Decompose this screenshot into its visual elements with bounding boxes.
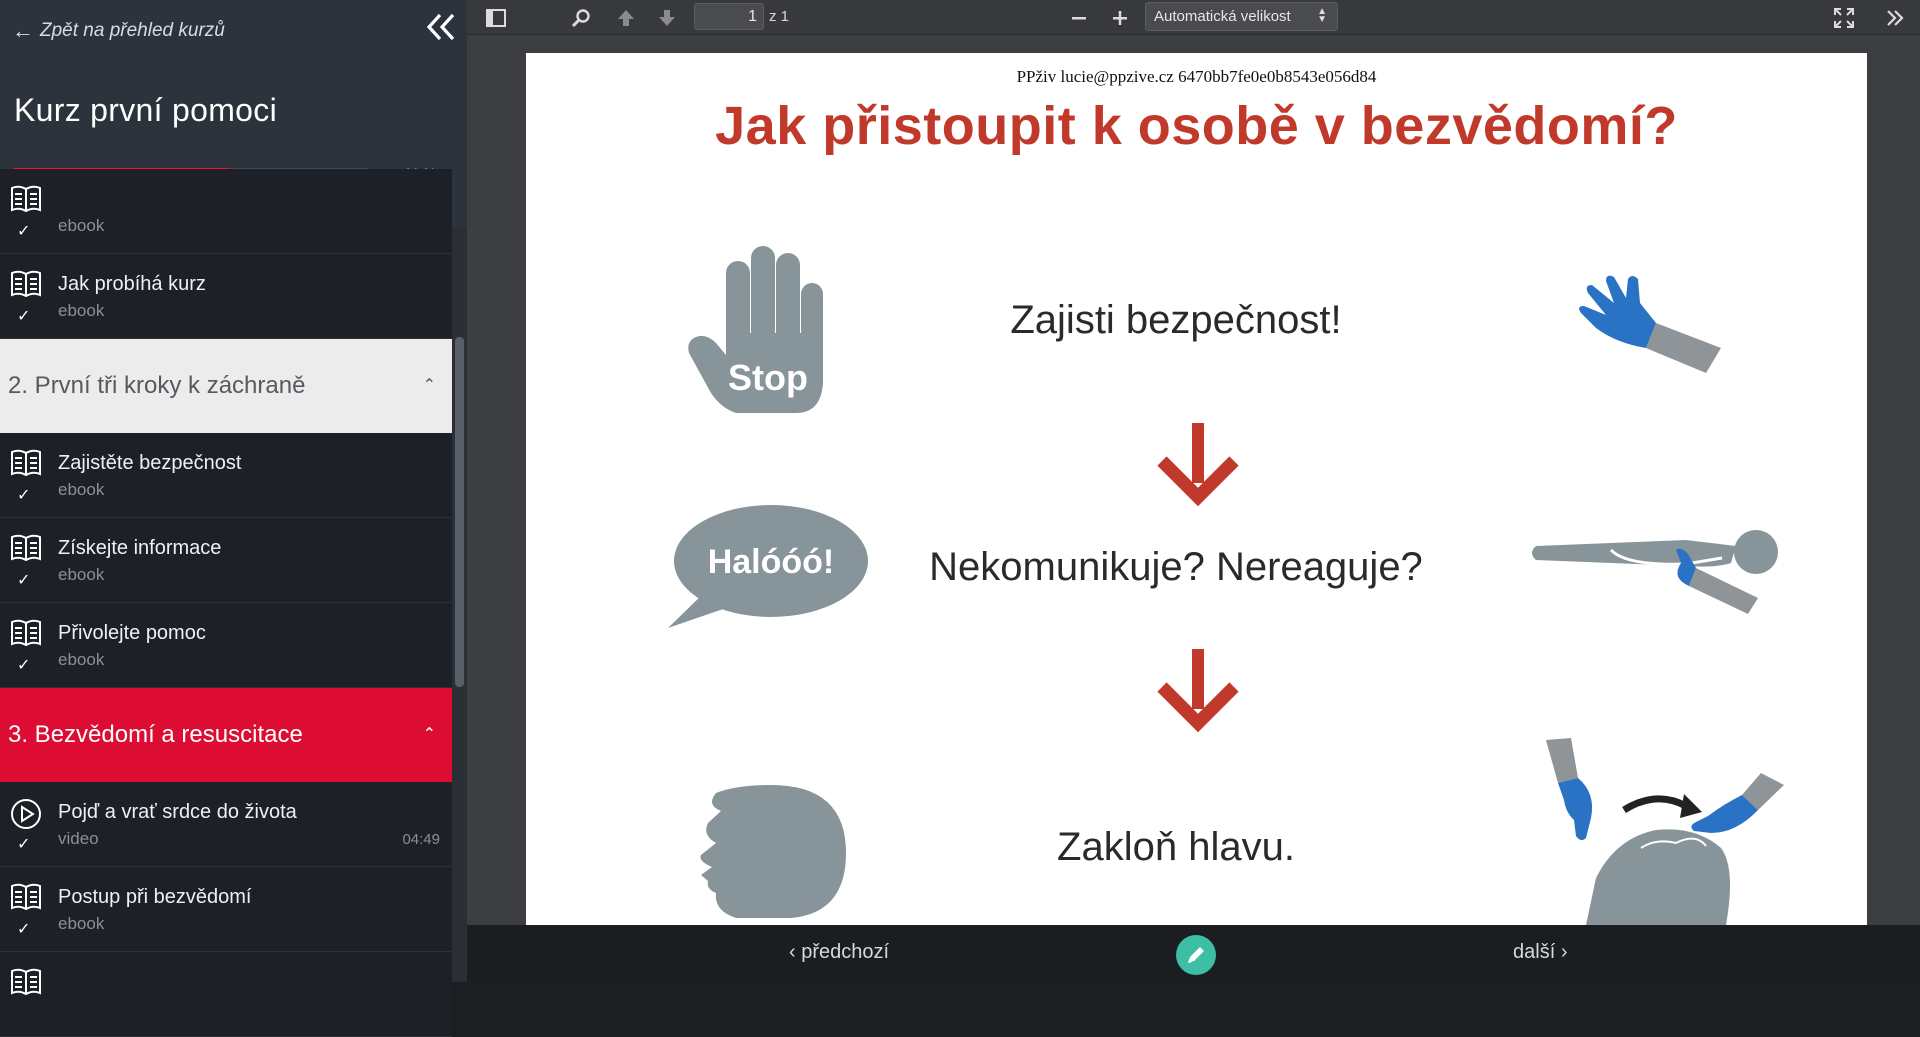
book-icon [10,185,42,213]
sidebar-lesson[interactable] [0,518,452,603]
lesson-navigation-bar [467,925,1920,982]
collapse-sidebar-button[interactable] [424,10,458,44]
page-heading: Jak přistoupit k osobě v bezvědomí? [715,96,1678,156]
lesson-title: Zajistěte bezpečnost [58,452,242,474]
fullscreen-icon [1833,7,1855,29]
next-lesson-button[interactable] [1513,941,1567,964]
chevron-left-icon: ‹ [789,941,796,963]
presentation-mode-button[interactable] [1830,4,1858,32]
minus-icon [1070,9,1088,27]
sidebar-scroll-thumb[interactable] [455,337,464,687]
lesson-type: ebook [58,301,105,320]
lesson-title: Pojď a vrať srdce do života [58,801,297,823]
book-icon [10,968,42,996]
zoom-in-button[interactable] [1106,4,1134,32]
lesson-type: video [58,829,99,848]
back-link-label: Zpět na přehled kurzů [40,20,225,41]
page-number-input[interactable] [694,3,764,30]
sidebar-lesson[interactable] [0,433,452,518]
speech-bubble-icon [666,503,866,628]
stop-hand-icon [686,243,846,418]
lesson-list [0,216,452,982]
sidebar-lesson[interactable] [0,867,452,952]
zoom-out-button[interactable] [1065,4,1093,32]
book-icon [10,449,42,477]
sidebar-section[interactable] [0,339,452,433]
page-count-label: z 1 [769,8,790,25]
lesson-type: ebook [58,565,105,584]
speech-bubble-text: Halóóó! [707,543,835,581]
lesson-title: Přivolejte pomoc [58,622,206,644]
step-3-text: Zakloň hlavu. [1057,825,1295,869]
check-icon: ✓ [17,836,31,853]
plus-icon [1111,9,1129,27]
chevron-up-icon: ⌃ [422,377,436,394]
check-icon: ✓ [17,223,31,240]
red-arrow-down-icon [1156,421,1240,505]
previous-lesson-button[interactable] [789,941,889,964]
next-page-button[interactable] [653,4,681,32]
select-arrows-icon: ▲ ▼ [1317,6,1327,25]
book-icon [10,883,42,911]
arrow-up-icon [616,8,636,28]
chevron-right-icon: › [1560,941,1568,963]
edit-notes-button[interactable] [1176,935,1216,975]
head-tilt-icon [1546,738,1786,925]
lesson-title: Získejte informace [58,537,222,559]
search-icon [571,8,591,28]
zoom-select-value: Automatická velikost [1154,8,1291,25]
sidebar-lesson[interactable] [0,603,452,688]
back-to-courses-link[interactable] [12,18,225,44]
step-1-text: Zajisti bezpečnost! [1010,298,1342,342]
lesson-type: ebook [58,480,105,499]
glove-hand-icon [1576,273,1736,383]
section-title: 3. Bezvědomí a resuscitace [8,721,303,748]
pdf-page [526,53,1867,925]
sidebar-scrollbar[interactable] [452,227,467,982]
sidebar-lesson[interactable] [0,782,452,867]
pdf-viewer[interactable] [467,35,1920,925]
sidebar-toggle-icon [486,9,506,27]
double-chevron-right-icon [1885,8,1905,28]
section-title: 2. První tři kroky k záchraně [8,372,306,399]
red-arrow-down-icon [1156,647,1240,731]
arrow-down-icon [657,8,677,28]
check-icon: ✓ [17,308,31,325]
lesson-title: Jak probíhá kurz [58,273,206,295]
lesson-type: ebook [58,650,105,669]
stop-sign-text: Stop [728,357,808,398]
head-profile-icon [676,783,856,925]
step-2-text: Nekomunikuje? Nereaguje? [929,545,1423,589]
lesson-duration: 04:49 [402,831,440,848]
sidebar-lesson[interactable] [0,169,452,254]
book-icon [10,270,42,298]
chevron-up-icon: ⌃ [422,726,436,743]
lesson-title: Postup při bezvědomí [58,886,252,908]
pdf-toolbar [467,0,1920,35]
book-icon [10,619,42,647]
sidebar-section[interactable] [0,688,452,782]
page-watermark: PPživ lucie@ppzive.cz 6470bb7fe0e0b8543e056d84 [1016,67,1377,86]
toggle-sidebar-button[interactable] [482,4,510,32]
double-chevron-left-icon [424,10,458,44]
course-sidebar [0,0,467,982]
sidebar-lesson[interactable] [0,952,452,1037]
check-icon: ✓ [17,572,31,589]
play-icon [10,798,42,826]
check-icon: ✓ [17,487,31,504]
previous-page-button[interactable] [612,4,640,32]
arrow-left-icon: ← [12,18,34,43]
book-icon [10,534,42,562]
lesson-type: ebook [58,914,105,933]
pencil-icon [1185,944,1207,966]
sidebar-lesson[interactable] [0,254,452,339]
course-title: Kurz první pomoci [14,92,277,128]
find-button[interactable] [567,4,595,32]
previous-lesson-label: předchozí [801,941,890,963]
check-icon: ✓ [17,657,31,674]
next-lesson-label: další [1513,941,1556,963]
check-icon: ✓ [17,921,31,938]
zoom-select[interactable] [1145,2,1338,31]
tools-menu-button[interactable] [1881,4,1909,32]
lesson-type: ebook [58,216,105,235]
lying-person-icon [1526,528,1786,618]
